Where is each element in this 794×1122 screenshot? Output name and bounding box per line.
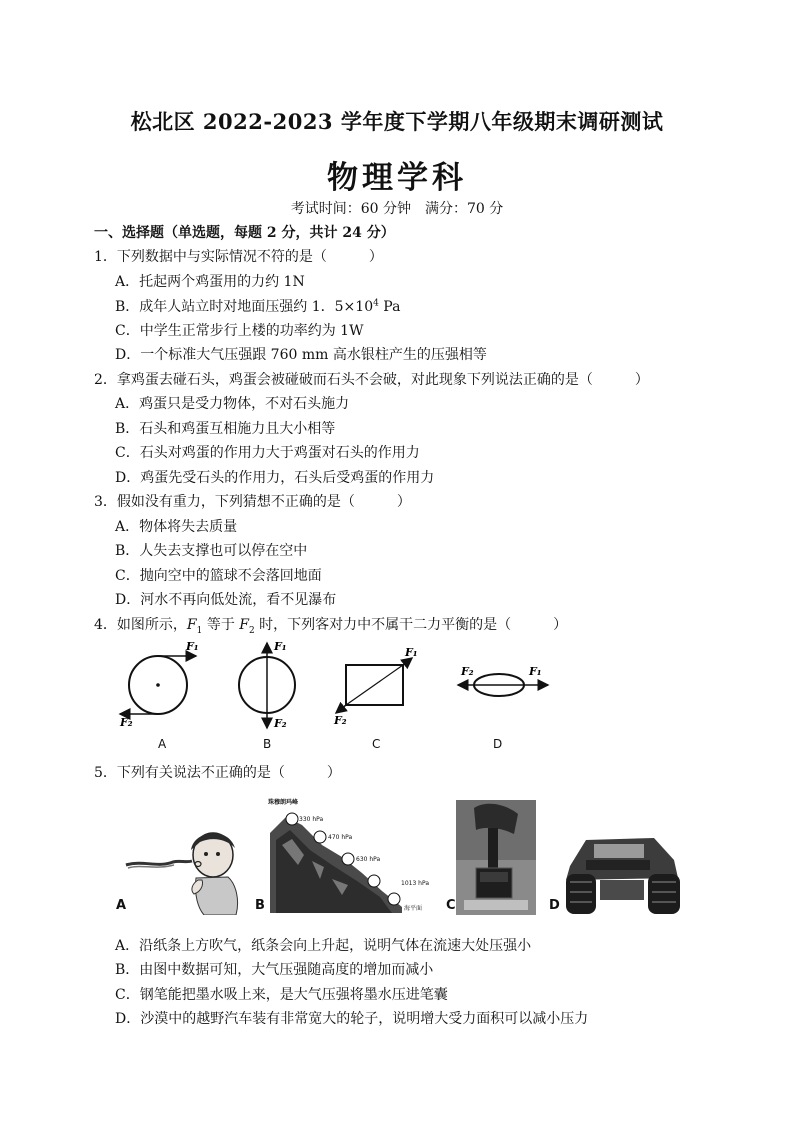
mountain-peak-label: 珠穆朗玛峰 xyxy=(268,799,299,806)
sea-level-label: 海平面 xyxy=(404,905,423,912)
question-1-stem: 1．下列数据中与实际情况不符的是（ ） xyxy=(94,249,383,265)
pressure-630: 630 hPa xyxy=(356,856,381,863)
question-2-option-d: D．鸡蛋先受石头的作用力，石头后受鸡蛋的作用力 xyxy=(115,470,435,486)
question-2-option-a: A．鸡蛋只是受力物体，不对石头施力 xyxy=(115,396,350,412)
photo-d-offroad-truck xyxy=(556,826,691,916)
diagram-d-f1-label: F₁ xyxy=(529,665,542,678)
question-3-stem: 3．假如没有重力，下列猜想不正确的是（ ） xyxy=(94,494,411,510)
diagram-d-f2-label: F₂ xyxy=(461,665,474,678)
pressure-330: 330 hPa xyxy=(299,816,324,823)
question-1-option-b: B．成年人站立时对地面压强约 1．$5\times 10^4$ Pa xyxy=(115,298,401,315)
question-3-option-c: C．抛向空中的篮球不会落回地面 xyxy=(115,568,322,584)
diagram-c-f1-label: F₁ xyxy=(405,646,418,659)
question-5-option-d: D．沙漠中的越野汽车装有非常宽大的轮子，说明增大受力面积可以减小压力 xyxy=(115,1011,589,1027)
question-2-stem: 2．拿鸡蛋去碰石头，鸡蛋会被碰破而石头不会破，对此现象下列说法正确的是（ ） xyxy=(94,372,649,388)
question-5-option-c: C．钢笔能把墨水吸上来，是大气压强将墨水压进笔囊 xyxy=(115,987,448,1003)
diagram-a xyxy=(119,640,199,729)
question-2-option-c: C．石头对鸡蛋的作用力大于鸡蛋对石头的作用力 xyxy=(115,445,420,461)
diagram-d xyxy=(458,665,548,696)
photo-c-label: C xyxy=(446,898,456,913)
photo-b-label: B xyxy=(255,898,265,913)
section-heading: 一、选择题（单选题，每题 2 分，共计 24 分） xyxy=(94,225,395,241)
question-5-option-b: B．由图中数据可知，大气压强随高度的增加而减小 xyxy=(115,962,434,978)
question-1-option-a: A．托起两个鸡蛋用的力约 1N xyxy=(115,274,305,290)
question-3-option-d: D．河水不再向低处流，看不见瀑布 xyxy=(115,592,337,608)
pressure-1013: 1013 hPa xyxy=(401,880,430,887)
question-5-option-a: A．沿纸条上方吹气，纸条会向上升起，说明气体在流速大处压强小 xyxy=(115,938,532,954)
question-3-option-a: A．物体将失去质量 xyxy=(115,519,238,535)
photo-a-blowing-paper xyxy=(118,820,248,915)
diagram-b-f1-label: F₁ xyxy=(274,640,287,653)
pressure-470: 470 hPa xyxy=(328,834,353,841)
subject-title: 物理学科 xyxy=(327,160,467,196)
question-3-option-b: B．人失去支撑也可以停在空中 xyxy=(115,543,308,559)
diagram-b-f2-label: F₂ xyxy=(274,717,287,730)
exam-info: 考试时间：60 分钟 满分：70 分 xyxy=(290,201,504,217)
diagram-a-f2-label: F₂ xyxy=(120,716,133,729)
exam-title: 松北区 2022-2023 学年度下学期八年级期末调研测试 xyxy=(130,109,664,134)
question-5-stem: 5．下列有关说法不正确的是（ ） xyxy=(94,765,341,781)
diagram-d-label: D xyxy=(493,737,503,751)
question-2-option-b: B．石头和鸡蛋互相施力且大小相等 xyxy=(115,421,336,437)
question-1-option-c: C．中学生正常步行上楼的功率约为 1W xyxy=(115,323,364,339)
question-4-stem: 4．如图所示，$F_1$ 等于 $F_2$ 时，下列客对力中不属干二力平衡的是（ ） xyxy=(94,617,568,636)
photo-a-label: A xyxy=(116,898,127,913)
question-1-option-d: D．一个标准大气压强跟 760 mm 高水银柱产生的压强相等 xyxy=(115,347,487,363)
diagram-c xyxy=(333,646,418,727)
diagram-a-f1-label: F₁ xyxy=(186,640,199,653)
diagram-c-label: C xyxy=(372,737,381,751)
diagram-a-label: A xyxy=(158,737,167,751)
photo-b-mountain-pressure xyxy=(262,795,412,915)
photo-d-label: D xyxy=(549,898,560,913)
photo-c-pen-ink xyxy=(456,800,536,915)
diagram-c-f2-label: F₂ xyxy=(334,714,347,727)
diagram-b-label: B xyxy=(263,737,272,751)
diagram-b xyxy=(239,640,295,730)
